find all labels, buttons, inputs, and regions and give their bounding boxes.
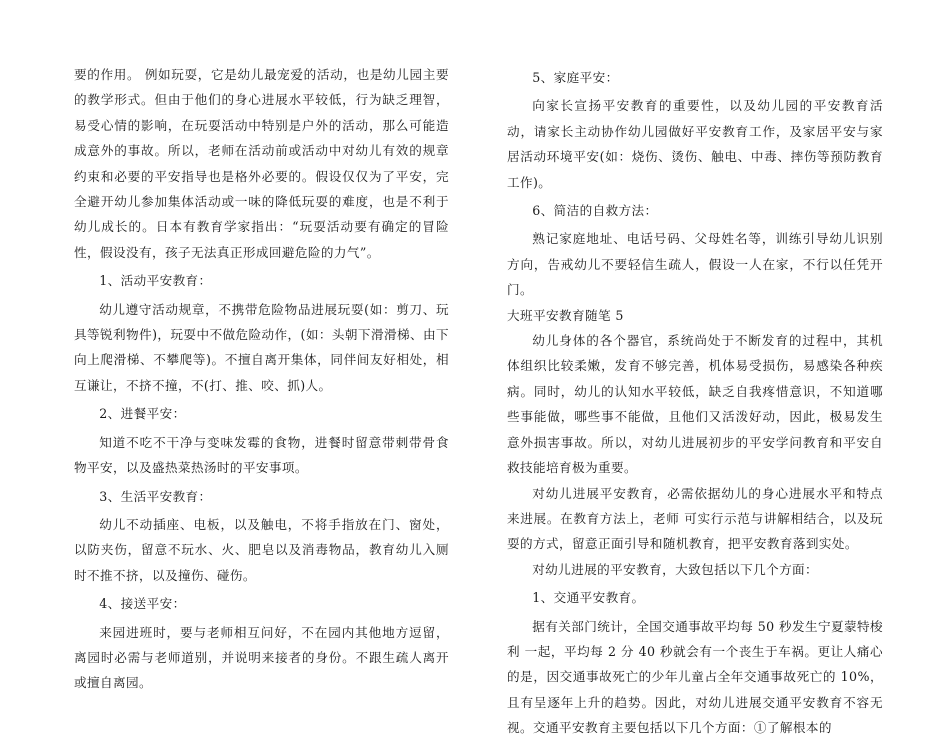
section-heading: 4、接送平安： [99,596,186,612]
paragraph: 知道不吃不干净与变味发霉的食物，进餐时留意带刺带骨食物平安，以及盛热菜热汤时的平安事项。 [74,434,449,476]
paragraph: 幼儿身体的各个器官，系统尚处于不断发育的过程中，其机体组织比较柔嫩，发育不够完善，机体易受损伤，易感染各种疾病。同时，幼儿的认知水平较低，缺乏自我疼惜意识，不知道哪些事能做，哪些事不能做，且他们又活泼好动，因此，极易发生意外损害事故。所以，对幼儿进展初步的平安学问教育和平安自救技能培育极为重要。 [507,333,883,476]
paragraph: 要的作用。 例如玩耍，它是幼儿最宠爱的活动，也是幼儿园主要的教学形式。但由于他们的身心进展水平较低，行为缺乏理智，易受心情的影响，在玩耍活动中特别是户外的活动，那么可能造成意外的事故。所以，老师在活动前或活动中对幼儿有效的规章约束和必要的平安指导也是格外必要的。假设仅仅为了平安，完全避开幼儿参加集体活动或一味的降低玩耍的难度，也是不利于幼儿成长的。日本有教育学家指出：“玩耍活动要有确定的冒险性，假设没有，孩子无法真正形成回避危险的力气”。 [74,67,449,260]
right-column [507,62,883,741]
left-column [74,62,449,696]
section-heading: 1、交通平安教育。 [532,590,645,606]
paragraph: 熟记家庭地址、电话号码、父母姓名等，训练引导幼儿识别方向，告戒幼儿不要轻信生疏人，假设一人在家，不行以任凭开门。 [507,231,883,298]
section-heading: 2、进餐平安： [99,406,186,422]
paragraph: 对幼儿进展平安教育，必需依据幼儿的身心进展水平和特点来进展。在教育方法上，老师 可实行示范与讲解相结合，以及玩耍的方式，留意正面引导和随机教育，把平安教育落到实处。 [507,485,883,552]
paragraph: 向家长宣扬平安教育的重要性，以及幼儿园的平安教育活动，请家长主动协作幼儿园做好平安教育工作，及家居平安与家居活动环境平安(如：烧伤、烫伤、触电、中毒、摔伤等预防教育工作)。 [507,98,883,190]
section-heading: 6、简洁的自救方法： [532,203,658,219]
section-heading: 3、生活平安教育： [99,488,212,504]
paragraph: 来园进班时，要与老师相互问好，不在园内其他地方逗留，离园时必需与老师道别，并说明来接者的身份。不跟生疏人离开或擅自离园。 [74,624,449,691]
section-heading: 1、活动平安教育： [99,273,212,289]
essay-title: 大班平安教育随笔 5 [507,307,624,323]
paragraph: 幼儿遵守活动规章，不携带危险物品进展玩耍(如：剪刀、玩具等锐利物件)，玩耍中不做危险动作，(如：头朝下滑滑梯、由下向上爬滑梯、不攀爬等)。不擅自离开集体，同伴间友好相处，相互谦让，不挤不撞，不(打、推、咬、抓)人。 [74,301,449,393]
paragraph: 对幼儿进展的平安教育，大致包括以下几个方面： [532,561,819,577]
section-heading: 5、家庭平安： [532,70,619,85]
paragraph: 据有关部门统计，全国交通事故平均每 50 秒发生宁夏蒙特梭利 一起，平均每 2 分 40 秒就会有一个丧生于车祸。更让人痛心的是，因交通事故死亡的少年儿童占全年交通事故死亡的 10%，且有呈逐年上升的趋势。因此，对幼儿进展交通平安教育不容无视。交通平安教育主要包括以下几个方面：①了解根本的 [507,618,883,736]
paragraph: 幼儿不动插座、电板，以及触电，不将手指放在门、窗处，以防夹伤，留意不玩水、火、肥皂以及消毒物品，教育幼儿入厕时不推不挤，以及撞伤、碰伤。 [74,516,449,583]
